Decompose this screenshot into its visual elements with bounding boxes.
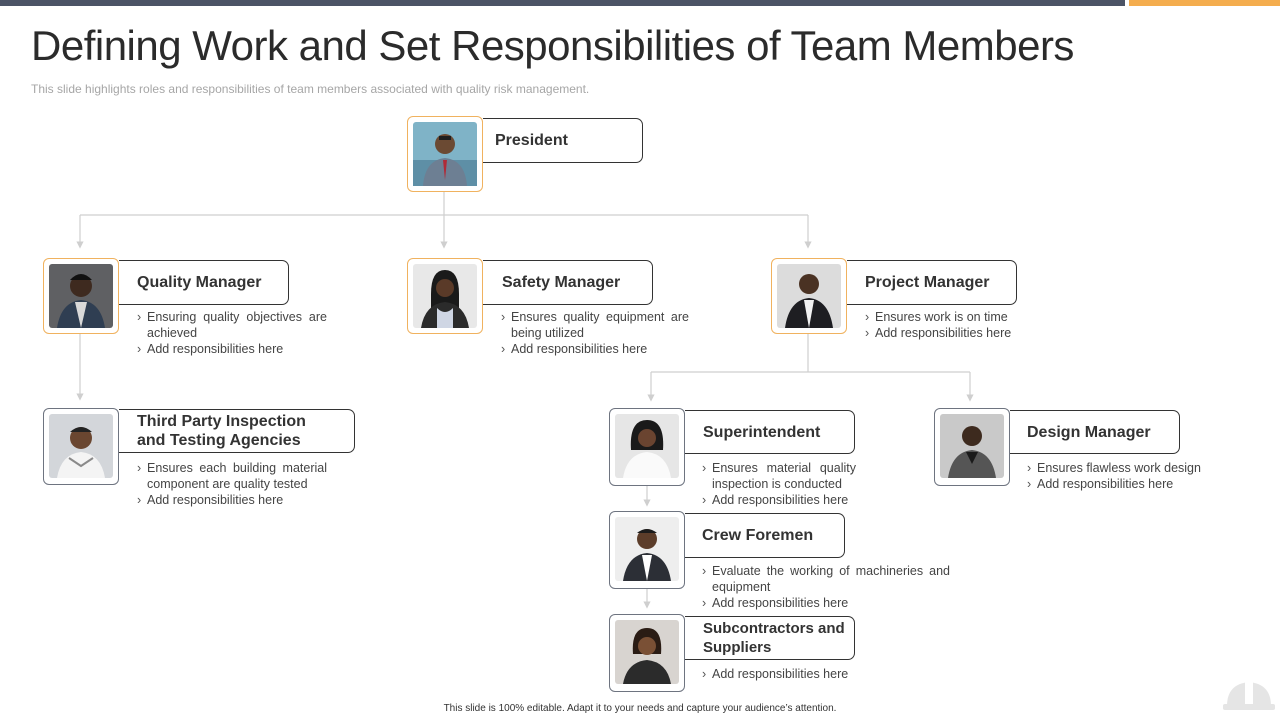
- list-item: › Add responsibilities here: [501, 341, 689, 357]
- superintendent-label: Superintendent: [685, 410, 855, 454]
- list-item: › Add responsibilities here: [702, 492, 856, 508]
- list-item: › Add responsibilities here: [137, 341, 327, 357]
- subcontractors-responsibilities: [702, 666, 882, 682]
- quality-manager-photo: [43, 258, 119, 334]
- list-item: › Ensuring quality objectives are achieved: [137, 309, 327, 341]
- third-party-responsibilities: [137, 460, 327, 508]
- list-item: › Ensures each building material component are quality tested: [137, 460, 327, 492]
- subcontractors-label: [685, 616, 855, 660]
- president-label: President: [483, 118, 643, 163]
- list-item: › Add responsibilities here: [1027, 476, 1227, 492]
- third-party-label: [119, 409, 355, 453]
- superintendent-responsibilities: [702, 460, 856, 508]
- crew-foremen-photo: [609, 511, 685, 589]
- list-item: › Ensures material quality inspection is conducted: [702, 460, 856, 492]
- subcontractors-title-line2: Suppliers: [703, 639, 772, 656]
- safety-manager-label: Safety Manager: [483, 260, 653, 305]
- superintendent-photo: [609, 408, 685, 486]
- design-manager-label: Design Manager: [1010, 410, 1180, 454]
- list-item: › Add responsibilities here: [702, 595, 950, 611]
- subcontractors-title-line1: Subcontractors and: [703, 620, 845, 637]
- safety-manager-responsibilities: [501, 309, 689, 357]
- design-manager-photo: [934, 408, 1010, 486]
- quality-manager-label: Quality Manager: [119, 260, 289, 305]
- person-avatar-icon: [413, 122, 477, 186]
- person-avatar-icon: [615, 620, 679, 684]
- person-avatar-icon: [615, 517, 679, 581]
- safety-manager-photo: [407, 258, 483, 334]
- list-item: › Add responsibilities here: [137, 492, 327, 508]
- project-manager-responsibilities: [865, 309, 1045, 341]
- third-party-title-line1: Third Party Inspection: [137, 413, 306, 430]
- list-item: › Add responsibilities here: [702, 666, 882, 682]
- design-manager-responsibilities: [1027, 460, 1227, 492]
- slide-title: Defining Work and Set Responsibilities of Team Members: [31, 22, 1074, 69]
- president-photo: [407, 116, 483, 192]
- third-party-title-line2: and Testing Agencies: [137, 432, 301, 449]
- person-avatar-icon: [49, 414, 113, 478]
- list-item: › Ensures work is on time: [865, 309, 1045, 325]
- list-item: › Ensures flawless work design: [1027, 460, 1227, 476]
- crew-foremen-label: Crew Foremen: [685, 513, 845, 558]
- slide-subtitle: This slide highlights roles and responsibilities of team members associated with quality risk management.: [31, 82, 590, 96]
- list-item: › Add responsibilities here: [865, 325, 1045, 341]
- person-avatar-icon: [777, 264, 841, 328]
- quality-manager-responsibilities: [137, 309, 327, 357]
- person-avatar-icon: [940, 414, 1004, 478]
- project-manager-photo: [771, 258, 847, 334]
- list-item: › Ensures quality equipment are being utilized: [501, 309, 689, 341]
- third-party-photo: [43, 408, 119, 485]
- subcontractors-photo: [609, 614, 685, 692]
- hard-hat-icon: [1223, 676, 1275, 712]
- person-avatar-icon: [49, 264, 113, 328]
- person-avatar-icon: [413, 264, 477, 328]
- list-item: › Evaluate the working of machineries and equipment: [702, 563, 950, 595]
- person-avatar-icon: [615, 414, 679, 478]
- crew-foremen-responsibilities: [702, 563, 950, 611]
- slide-footer: This slide is 100% editable. Adapt it to your needs and capture your audience’s attention.: [443, 703, 837, 714]
- project-manager-label: Project Manager: [847, 260, 1017, 305]
